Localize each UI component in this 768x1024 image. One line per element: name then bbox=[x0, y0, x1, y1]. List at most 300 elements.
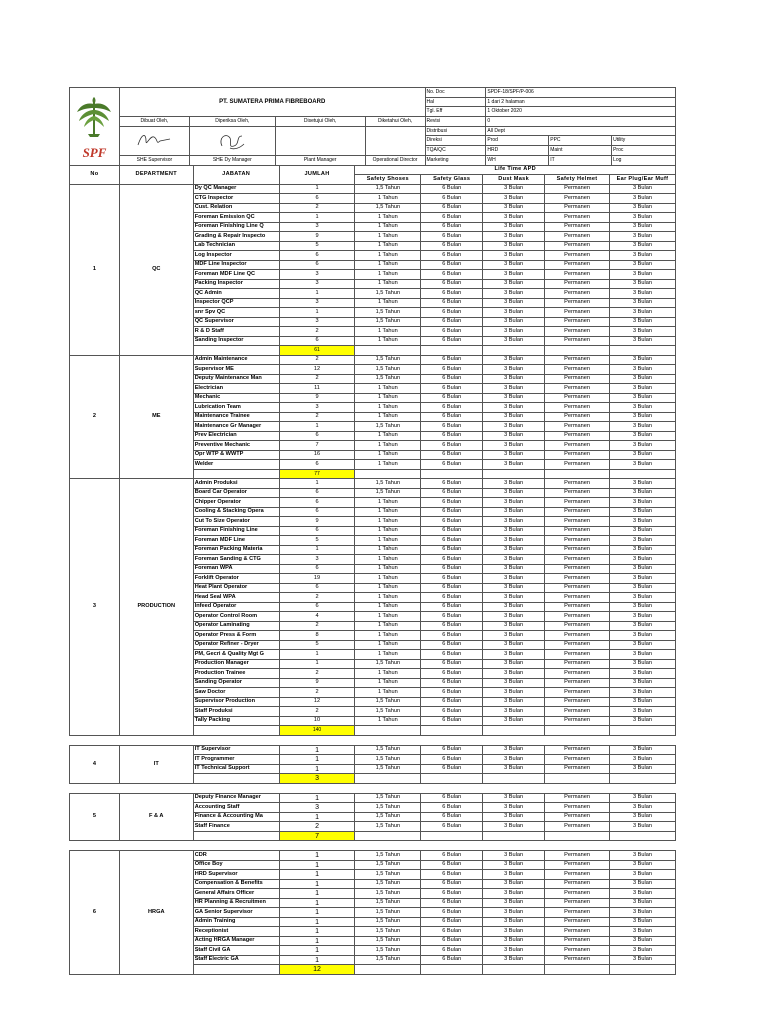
safety-shoes-cell: 1,5 Tahun bbox=[355, 812, 421, 822]
jumlah-cell: 3 bbox=[279, 555, 355, 565]
ear-plug-cell: 3 Bulan bbox=[609, 555, 675, 565]
safety-glass-cell: 6 Bulan bbox=[421, 812, 483, 822]
jabatan-cell: IT Programmer bbox=[193, 755, 279, 765]
dust-mask-cell: 3 Bulan bbox=[483, 917, 545, 927]
dust-mask-cell: 3 Bulan bbox=[483, 669, 545, 679]
sig-role-2: SHE Dy Manager bbox=[189, 155, 275, 165]
dist-cell: TQA/QC bbox=[425, 146, 486, 156]
dust-mask-cell: 3 Bulan bbox=[483, 184, 545, 194]
jabatan-cell: CTG Inspector bbox=[193, 194, 279, 204]
ear-plug-cell: 3 Bulan bbox=[609, 431, 675, 441]
header-apd: Safety Helmet bbox=[545, 175, 610, 185]
jumlah-cell: 6 bbox=[279, 564, 355, 574]
jumlah-cell: 6 bbox=[279, 431, 355, 441]
ear-plug-cell: 3 Bulan bbox=[609, 507, 675, 517]
dust-mask-cell: 3 Bulan bbox=[483, 270, 545, 280]
safety-shoes-cell: 1 Tahun bbox=[355, 232, 421, 242]
tgl-label: Tgl. Eff bbox=[425, 107, 486, 117]
safety-helmet-cell: Permanen bbox=[545, 450, 610, 460]
dust-mask-cell: 3 Bulan bbox=[483, 308, 545, 318]
jabatan-cell: Dy QC Manager bbox=[193, 184, 279, 194]
safety-shoes-cell: 1,5 Tahun bbox=[355, 955, 421, 965]
safety-shoes-cell: 1,5 Tahun bbox=[355, 707, 421, 717]
safety-glass-cell: 6 Bulan bbox=[421, 707, 483, 717]
empty-cell bbox=[483, 726, 545, 736]
safety-glass-cell: 6 Bulan bbox=[421, 365, 483, 375]
safety-shoes-cell: 1 Tahun bbox=[355, 574, 421, 584]
empty-cell bbox=[355, 469, 421, 479]
safety-helmet-cell: Permanen bbox=[545, 803, 610, 813]
empty-cell bbox=[545, 831, 610, 841]
empty-cell bbox=[545, 965, 610, 975]
jumlah-cell: 2 bbox=[279, 688, 355, 698]
safety-glass-cell: 6 Bulan bbox=[421, 612, 483, 622]
jumlah-cell: 1 bbox=[279, 927, 355, 937]
dibuat-label: Dibuat Oleh, bbox=[119, 117, 189, 127]
dust-mask-cell: 3 Bulan bbox=[483, 716, 545, 726]
dust-mask-cell: 3 Bulan bbox=[483, 898, 545, 908]
safety-glass-cell: 6 Bulan bbox=[421, 659, 483, 669]
ear-plug-cell: 3 Bulan bbox=[609, 241, 675, 251]
ear-plug-cell: 3 Bulan bbox=[609, 270, 675, 280]
safety-shoes-cell: 1,5 Tahun bbox=[355, 822, 421, 832]
safety-helmet-cell: Permanen bbox=[545, 422, 610, 432]
jumlah-cell: 3 bbox=[279, 298, 355, 308]
safety-helmet-cell: Permanen bbox=[545, 793, 610, 803]
ear-plug-cell: 3 Bulan bbox=[609, 889, 675, 899]
jumlah-cell: 9 bbox=[279, 517, 355, 527]
safety-glass-cell: 6 Bulan bbox=[421, 308, 483, 318]
jabatan-cell: Foreman Sanding & CTG bbox=[193, 555, 279, 565]
safety-glass-cell: 6 Bulan bbox=[421, 631, 483, 641]
dust-mask-cell: 3 Bulan bbox=[483, 545, 545, 555]
jumlah-cell: 3 bbox=[279, 222, 355, 232]
dept-number: 5 bbox=[70, 793, 120, 841]
jumlah-cell: 1 bbox=[279, 755, 355, 765]
jabatan-cell: IT Technical Support bbox=[193, 764, 279, 774]
dist-cell: IT bbox=[549, 155, 612, 165]
safety-shoes-cell: 1,5 Tahun bbox=[355, 851, 421, 861]
safety-glass-cell: 6 Bulan bbox=[421, 745, 483, 755]
dept-number: 6 bbox=[70, 851, 120, 975]
safety-helmet-cell: Permanen bbox=[545, 203, 610, 213]
safety-shoes-cell: 1 Tahun bbox=[355, 450, 421, 460]
safety-shoes-cell: 1 Tahun bbox=[355, 545, 421, 555]
safety-glass-cell: 6 Bulan bbox=[421, 422, 483, 432]
empty-cell bbox=[355, 726, 421, 736]
safety-helmet-cell: Permanen bbox=[545, 213, 610, 223]
document-header bbox=[69, 87, 676, 166]
jabatan-cell: Finance & Accounting Ma bbox=[193, 812, 279, 822]
jumlah-cell: 3 bbox=[279, 403, 355, 413]
safety-glass-cell: 6 Bulan bbox=[421, 327, 483, 337]
safety-shoes-cell: 1 Tahun bbox=[355, 403, 421, 413]
dust-mask-cell: 3 Bulan bbox=[483, 422, 545, 432]
jabatan-cell: Production Manager bbox=[193, 659, 279, 669]
ear-plug-cell: 3 Bulan bbox=[609, 621, 675, 631]
ear-plug-cell: 3 Bulan bbox=[609, 707, 675, 717]
ear-plug-cell: 3 Bulan bbox=[609, 640, 675, 650]
revisi-value: 0 bbox=[486, 117, 676, 127]
dust-mask-cell: 3 Bulan bbox=[483, 403, 545, 413]
dust-mask-cell: 3 Bulan bbox=[483, 602, 545, 612]
safety-shoes-cell: 1 Tahun bbox=[355, 279, 421, 289]
jabatan-cell: Accounting Staff bbox=[193, 803, 279, 813]
ear-plug-cell: 3 Bulan bbox=[609, 374, 675, 384]
jumlah-cell: 6 bbox=[279, 526, 355, 536]
header-lifetime: Life Time APD bbox=[355, 165, 676, 175]
safety-glass-cell: 6 Bulan bbox=[421, 716, 483, 726]
safety-glass-cell: 6 Bulan bbox=[421, 860, 483, 870]
safety-helmet-cell: Permanen bbox=[545, 308, 610, 318]
jumlah-cell: 1 bbox=[279, 745, 355, 755]
safety-shoes-cell: 1 Tahun bbox=[355, 327, 421, 337]
jumlah-cell: 1 bbox=[279, 308, 355, 318]
safety-glass-cell: 6 Bulan bbox=[421, 393, 483, 403]
sig-role-1: SHE Supervisor bbox=[119, 155, 189, 165]
apd-lifetime-table bbox=[69, 165, 676, 975]
ear-plug-cell: 3 Bulan bbox=[609, 755, 675, 765]
safety-shoes-cell: 1 Tahun bbox=[355, 260, 421, 270]
jumlah-cell: 1 bbox=[279, 479, 355, 489]
jabatan-cell: Grading & Repair Inspecto bbox=[193, 232, 279, 242]
empty-cell bbox=[193, 469, 279, 479]
dist-cell: Utility bbox=[612, 136, 676, 146]
safety-shoes-cell: 1,5 Tahun bbox=[355, 365, 421, 375]
diperiksa-label: Diperiksa Oleh, bbox=[189, 117, 275, 127]
safety-glass-cell: 6 Bulan bbox=[421, 251, 483, 261]
dust-mask-cell: 3 Bulan bbox=[483, 498, 545, 508]
dist-cell: Prod bbox=[486, 136, 549, 146]
empty-cell bbox=[483, 965, 545, 975]
safety-glass-cell: 6 Bulan bbox=[421, 289, 483, 299]
safety-glass-cell: 6 Bulan bbox=[421, 555, 483, 565]
ear-plug-cell: 3 Bulan bbox=[609, 213, 675, 223]
safety-helmet-cell: Permanen bbox=[545, 479, 610, 489]
dept-name: ME bbox=[119, 355, 193, 479]
jabatan-cell: Supervisor Production bbox=[193, 697, 279, 707]
dust-mask-cell: 3 Bulan bbox=[483, 659, 545, 669]
ear-plug-cell: 3 Bulan bbox=[609, 688, 675, 698]
safety-glass-cell: 6 Bulan bbox=[421, 927, 483, 937]
jumlah-cell: 3 bbox=[279, 279, 355, 289]
ear-plug-cell: 3 Bulan bbox=[609, 203, 675, 213]
ear-plug-cell: 3 Bulan bbox=[609, 745, 675, 755]
safety-helmet-cell: Permanen bbox=[545, 260, 610, 270]
jumlah-cell: 1 bbox=[279, 955, 355, 965]
dust-mask-cell: 3 Bulan bbox=[483, 650, 545, 660]
safety-shoes-cell: 1 Tahun bbox=[355, 688, 421, 698]
jabatan-cell: Foreman Finishing Line bbox=[193, 526, 279, 536]
ear-plug-cell: 3 Bulan bbox=[609, 536, 675, 546]
ear-plug-cell: 3 Bulan bbox=[609, 422, 675, 432]
safety-glass-cell: 6 Bulan bbox=[421, 374, 483, 384]
ear-plug-cell: 3 Bulan bbox=[609, 403, 675, 413]
ear-plug-cell: 3 Bulan bbox=[609, 650, 675, 660]
safety-glass-cell: 6 Bulan bbox=[421, 479, 483, 489]
safety-shoes-cell: 1,5 Tahun bbox=[355, 870, 421, 880]
safety-shoes-cell: 1,5 Tahun bbox=[355, 898, 421, 908]
jumlah-cell: 4 bbox=[279, 612, 355, 622]
empty-cell bbox=[545, 726, 610, 736]
jabatan-cell: Supervisor ME bbox=[193, 365, 279, 375]
jabatan-cell: QC Supervisor bbox=[193, 317, 279, 327]
safety-glass-cell: 6 Bulan bbox=[421, 889, 483, 899]
jabatan-cell: Heat Plant Operator bbox=[193, 583, 279, 593]
safety-glass-cell: 6 Bulan bbox=[421, 946, 483, 956]
safety-glass-cell: 6 Bulan bbox=[421, 279, 483, 289]
safety-glass-cell: 6 Bulan bbox=[421, 194, 483, 204]
dept-name: IT bbox=[119, 745, 193, 783]
safety-shoes-cell: 1 Tahun bbox=[355, 621, 421, 631]
dust-mask-cell: 3 Bulan bbox=[483, 232, 545, 242]
jabatan-cell: Prev Electrician bbox=[193, 431, 279, 441]
ear-plug-cell: 3 Bulan bbox=[609, 517, 675, 527]
jumlah-cell: 1 bbox=[279, 917, 355, 927]
jumlah-cell: 2 bbox=[279, 374, 355, 384]
safety-shoes-cell: 1 Tahun bbox=[355, 602, 421, 612]
dust-mask-cell: 3 Bulan bbox=[483, 507, 545, 517]
safety-glass-cell: 6 Bulan bbox=[421, 431, 483, 441]
empty-cell bbox=[421, 831, 483, 841]
ear-plug-cell: 3 Bulan bbox=[609, 936, 675, 946]
safety-glass-cell: 6 Bulan bbox=[421, 764, 483, 774]
safety-helmet-cell: Permanen bbox=[545, 355, 610, 365]
dust-mask-cell: 3 Bulan bbox=[483, 803, 545, 813]
jumlah-cell: 19 bbox=[279, 574, 355, 584]
dust-mask-cell: 3 Bulan bbox=[483, 251, 545, 261]
safety-helmet-cell: Permanen bbox=[545, 507, 610, 517]
dust-mask-cell: 3 Bulan bbox=[483, 203, 545, 213]
safety-helmet-cell: Permanen bbox=[545, 678, 610, 688]
dust-mask-cell: 3 Bulan bbox=[483, 194, 545, 204]
safety-shoes-cell: 1 Tahun bbox=[355, 213, 421, 223]
safety-helmet-cell: Permanen bbox=[545, 889, 610, 899]
empty-cell bbox=[609, 774, 675, 784]
safety-glass-cell: 6 Bulan bbox=[421, 803, 483, 813]
jumlah-cell: 1 bbox=[279, 946, 355, 956]
safety-helmet-cell: Permanen bbox=[545, 583, 610, 593]
safety-glass-cell: 6 Bulan bbox=[421, 669, 483, 679]
safety-helmet-cell: Permanen bbox=[545, 279, 610, 289]
ear-plug-cell: 3 Bulan bbox=[609, 317, 675, 327]
jumlah-cell: 1 bbox=[279, 860, 355, 870]
jumlah-cell: 6 bbox=[279, 194, 355, 204]
ear-plug-cell: 3 Bulan bbox=[609, 602, 675, 612]
safety-shoes-cell: 1,5 Tahun bbox=[355, 764, 421, 774]
jabatan-cell: General Affairs Officer bbox=[193, 889, 279, 899]
table-row bbox=[70, 745, 676, 755]
no-doc-label: No. Doc bbox=[425, 88, 486, 98]
safety-glass-cell: 6 Bulan bbox=[421, 222, 483, 232]
safety-glass-cell: 6 Bulan bbox=[421, 232, 483, 242]
revisi-label: Revisi bbox=[425, 117, 486, 127]
jabatan-cell: Deputy Maintenance Man bbox=[193, 374, 279, 384]
ear-plug-cell: 3 Bulan bbox=[609, 393, 675, 403]
jabatan-cell: GA Senior Supervisor bbox=[193, 908, 279, 918]
safety-shoes-cell: 1,5 Tahun bbox=[355, 203, 421, 213]
jumlah-cell: 1 bbox=[279, 289, 355, 299]
table-row bbox=[70, 793, 676, 803]
safety-shoes-cell: 1,5 Tahun bbox=[355, 697, 421, 707]
empty-cell bbox=[355, 965, 421, 975]
header-department: DEPARTMENT bbox=[119, 165, 193, 184]
jumlah-cell: 12 bbox=[279, 365, 355, 375]
safety-helmet-cell: Permanen bbox=[545, 241, 610, 251]
empty-cell bbox=[193, 831, 279, 841]
safety-helmet-cell: Permanen bbox=[545, 851, 610, 861]
jumlah-cell: 1 bbox=[279, 879, 355, 889]
dust-mask-cell: 3 Bulan bbox=[483, 707, 545, 717]
safety-helmet-cell: Permanen bbox=[545, 384, 610, 394]
dust-mask-cell: 3 Bulan bbox=[483, 564, 545, 574]
dust-mask-cell: 3 Bulan bbox=[483, 222, 545, 232]
ear-plug-cell: 3 Bulan bbox=[609, 365, 675, 375]
safety-helmet-cell: Permanen bbox=[545, 621, 610, 631]
jumlah-cell: 9 bbox=[279, 678, 355, 688]
dust-mask-cell: 3 Bulan bbox=[483, 593, 545, 603]
spacer-cell bbox=[70, 783, 676, 793]
jabatan-cell: Receptionist bbox=[193, 927, 279, 937]
safety-shoes-cell: 1 Tahun bbox=[355, 393, 421, 403]
safety-glass-cell: 6 Bulan bbox=[421, 355, 483, 365]
safety-helmet-cell: Permanen bbox=[545, 289, 610, 299]
ear-plug-cell: 3 Bulan bbox=[609, 917, 675, 927]
jumlah-cell: 3 bbox=[279, 803, 355, 813]
dept-number: 4 bbox=[70, 745, 120, 783]
jumlah-cell: 3 bbox=[279, 270, 355, 280]
jabatan-cell: Mechanic bbox=[193, 393, 279, 403]
jabatan-cell: HRD Supervisor bbox=[193, 870, 279, 880]
ear-plug-cell: 3 Bulan bbox=[609, 412, 675, 422]
dust-mask-cell: 3 Bulan bbox=[483, 793, 545, 803]
jumlah-cell: 2 bbox=[279, 707, 355, 717]
empty-cell bbox=[355, 831, 421, 841]
safety-glass-cell: 6 Bulan bbox=[421, 574, 483, 584]
spacer-cell bbox=[70, 841, 676, 851]
dust-mask-cell: 3 Bulan bbox=[483, 536, 545, 546]
logo-text: SPF bbox=[82, 144, 107, 160]
empty-cell bbox=[609, 726, 675, 736]
jabatan-cell: Operator Control Room bbox=[193, 612, 279, 622]
jumlah-cell: 6 bbox=[279, 488, 355, 498]
safety-shoes-cell: 1,5 Tahun bbox=[355, 879, 421, 889]
dust-mask-cell: 3 Bulan bbox=[483, 298, 545, 308]
empty-cell bbox=[483, 774, 545, 784]
empty-cell bbox=[483, 346, 545, 356]
dust-mask-cell: 3 Bulan bbox=[483, 317, 545, 327]
safety-glass-cell: 6 Bulan bbox=[421, 650, 483, 660]
safety-shoes-cell: 1 Tahun bbox=[355, 222, 421, 232]
dust-mask-cell: 3 Bulan bbox=[483, 955, 545, 965]
safety-helmet-cell: Permanen bbox=[545, 631, 610, 641]
dust-mask-cell: 3 Bulan bbox=[483, 488, 545, 498]
ear-plug-cell: 3 Bulan bbox=[609, 279, 675, 289]
safety-glass-cell: 6 Bulan bbox=[421, 412, 483, 422]
ear-plug-cell: 3 Bulan bbox=[609, 327, 675, 337]
ear-plug-cell: 3 Bulan bbox=[609, 946, 675, 956]
header-apd: Safety Shoses bbox=[355, 175, 421, 185]
safety-glass-cell: 6 Bulan bbox=[421, 822, 483, 832]
ear-plug-cell: 3 Bulan bbox=[609, 879, 675, 889]
jabatan-cell: Office Boy bbox=[193, 860, 279, 870]
jabatan-cell: Cooling & Stacking Opera bbox=[193, 507, 279, 517]
safety-shoes-cell: 1 Tahun bbox=[355, 241, 421, 251]
jumlah-cell: 1 bbox=[279, 764, 355, 774]
safety-glass-cell: 6 Bulan bbox=[421, 917, 483, 927]
jumlah-cell: 1 bbox=[279, 422, 355, 432]
hal-label: Hal bbox=[425, 97, 486, 107]
ear-plug-cell: 3 Bulan bbox=[609, 678, 675, 688]
safety-shoes-cell: 1,5 Tahun bbox=[355, 308, 421, 318]
safety-shoes-cell: 1 Tahun bbox=[355, 251, 421, 261]
safety-shoes-cell: 1 Tahun bbox=[355, 555, 421, 565]
safety-shoes-cell: 1 Tahun bbox=[355, 498, 421, 508]
empty-cell bbox=[421, 346, 483, 356]
safety-helmet-cell: Permanen bbox=[545, 908, 610, 918]
jabatan-cell: Infeed Operator bbox=[193, 602, 279, 612]
jumlah-cell: 1 bbox=[279, 908, 355, 918]
jabatan-cell: Staff Finance bbox=[193, 822, 279, 832]
jumlah-cell: 5 bbox=[279, 241, 355, 251]
ear-plug-cell: 3 Bulan bbox=[609, 908, 675, 918]
ear-plug-cell: 3 Bulan bbox=[609, 184, 675, 194]
safety-helmet-cell: Permanen bbox=[545, 526, 610, 536]
empty-cell bbox=[193, 774, 279, 784]
jumlah-cell: 1 bbox=[279, 650, 355, 660]
dust-mask-cell: 3 Bulan bbox=[483, 412, 545, 422]
ear-plug-cell: 3 Bulan bbox=[609, 526, 675, 536]
jumlah-cell: 6 bbox=[279, 602, 355, 612]
dist-cell: PPC bbox=[549, 136, 612, 146]
empty-cell bbox=[421, 469, 483, 479]
safety-glass-cell: 6 Bulan bbox=[421, 184, 483, 194]
jabatan-cell: Maintenance Gr Manager bbox=[193, 422, 279, 432]
ear-plug-cell: 3 Bulan bbox=[609, 450, 675, 460]
dept-name: QC bbox=[119, 184, 193, 355]
ear-plug-cell: 3 Bulan bbox=[609, 822, 675, 832]
ear-plug-cell: 3 Bulan bbox=[609, 222, 675, 232]
jumlah-cell: 9 bbox=[279, 232, 355, 242]
dust-mask-cell: 3 Bulan bbox=[483, 355, 545, 365]
jabatan-cell: Head Seal WPA bbox=[193, 593, 279, 603]
jabatan-cell: Staff Produksi bbox=[193, 707, 279, 717]
empty-cell bbox=[421, 774, 483, 784]
dust-mask-cell: 3 Bulan bbox=[483, 688, 545, 698]
jabatan-cell: Tally Packing bbox=[193, 716, 279, 726]
jabatan-cell: QC Admin bbox=[193, 289, 279, 299]
palm-tree-icon bbox=[74, 94, 114, 152]
safety-shoes-cell: 1 Tahun bbox=[355, 270, 421, 280]
empty-cell bbox=[421, 965, 483, 975]
ear-plug-cell: 3 Bulan bbox=[609, 564, 675, 574]
header-jumlah: JUMLAH bbox=[279, 165, 355, 184]
safety-helmet-cell: Permanen bbox=[545, 593, 610, 603]
tgl-value: 1 Oktober 2020 bbox=[486, 107, 676, 117]
jabatan-cell: Forklift Operator bbox=[193, 574, 279, 584]
safety-helmet-cell: Permanen bbox=[545, 222, 610, 232]
dust-mask-cell: 3 Bulan bbox=[483, 908, 545, 918]
dust-mask-cell: 3 Bulan bbox=[483, 289, 545, 299]
safety-shoes-cell: 1,5 Tahun bbox=[355, 184, 421, 194]
dept-total: 3 bbox=[279, 774, 355, 784]
empty-cell bbox=[609, 831, 675, 841]
safety-shoes-cell: 1,5 Tahun bbox=[355, 422, 421, 432]
jabatan-cell: Admin Training bbox=[193, 917, 279, 927]
safety-glass-cell: 6 Bulan bbox=[421, 241, 483, 251]
jumlah-cell: 2 bbox=[279, 412, 355, 422]
jabatan-cell: Foreman Finishing Line Q bbox=[193, 222, 279, 232]
